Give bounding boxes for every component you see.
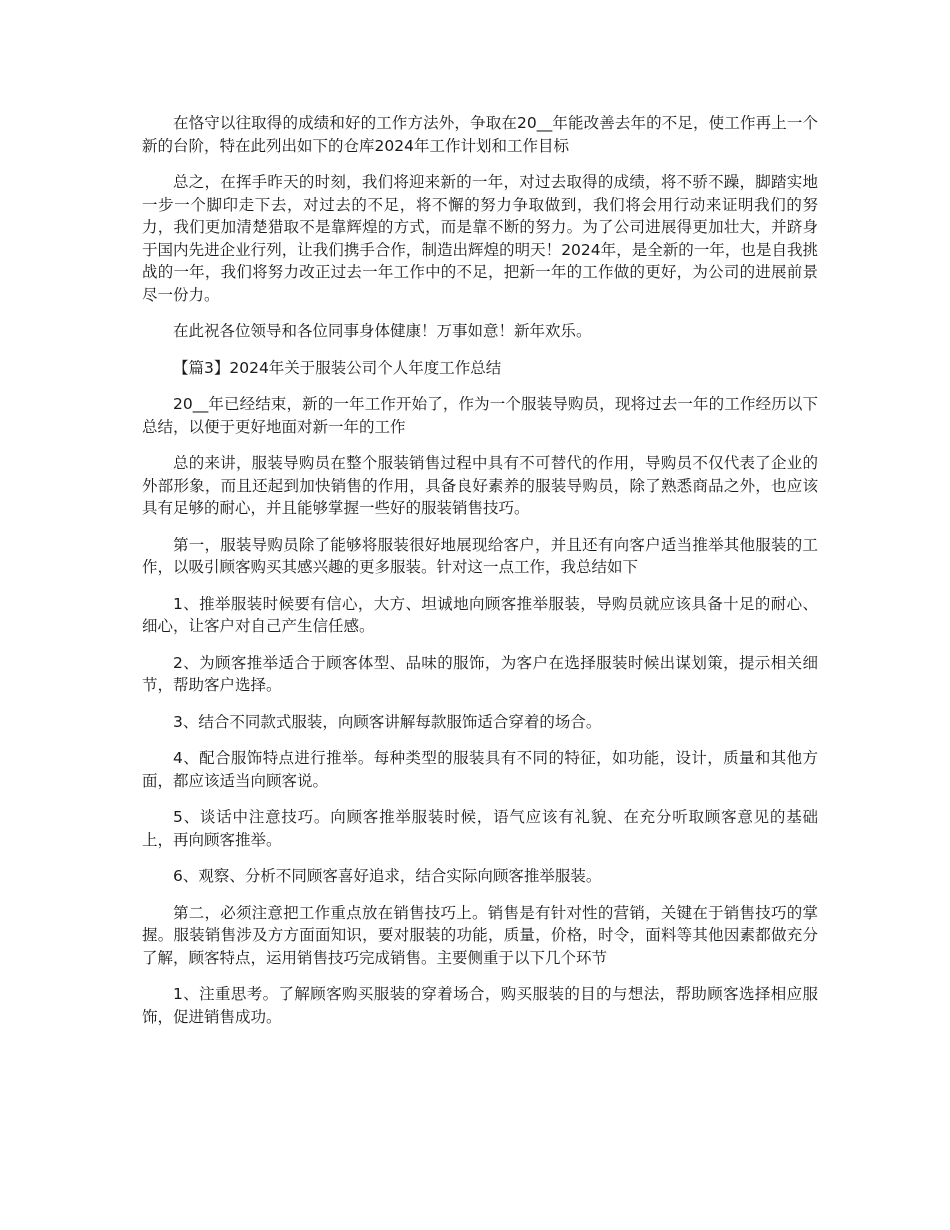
list-item-3: 3、结合不同款式服装，向顾客讲解每款服饰适合穿着的场合。 xyxy=(173,712,602,731)
list-item-7: 1、注重思考。了解顾客购买服装的穿着场合，购买服装的目的与想法，帮助顾客选择相应服饰，促进销售成功。 xyxy=(142,985,818,1026)
list-item-2: 2、为顾客推举适合于顾客体型、品味的服饰，为客户在选择服装时候出谋划策，提示相关细节，帮助客户选择。 xyxy=(142,653,818,694)
paragraph-overview: 总的来讲，服装导购员在整个服装销售过程中具有不可替代的作用，导购员不仅代表了企业的外部形象，而且还起到加快销售的作用，具备良好素养的服装导购员，除了熟悉商品之外，也应该具有足够的耐心，并且能够掌握一些好的服装销售技巧。 xyxy=(142,454,818,517)
paragraph-greeting: 在此祝各位领导和各位同事身体健康！万事如意！新年欢乐。 xyxy=(173,322,592,340)
list-item-4: 4、配合服饰特点进行推举。每种类型的服装具有不同的特征，如功能，设计，质量和其他方面，都应该适当向顾客说。 xyxy=(142,749,818,790)
paragraph-plan-intro: 在恪守以往取得的成绩和好的工作方法外，争取在20__年能改善去年的不足，使工作再上一个新的台阶，特在此列出如下的仓库2024年工作计划和工作目标 xyxy=(142,114,818,155)
section-heading: 【篇3】2024年关于服装公司个人年度工作总结 xyxy=(173,358,502,377)
list-item-5: 5、谈话中注意技巧。向顾客推举服装时候，语气应该有礼貌、在充分听取顾客意见的基础上，再向顾客推举。 xyxy=(142,808,818,849)
paragraph-point-two: 第二，必须注意把工作重点放在销售技巧上。销售是有针对性的营销，关键在于销售技巧的掌握。服装销售涉及方方面面知识，要对服装的功能，质量，价格，时令，面料等其他因素都做充分了解，顾客特点，运用销售技巧完成销售。主要侧重于以下几个环节 xyxy=(142,903,818,967)
list-item-1: 1、推举服装时候要有信心，大方、坦诚地向顾客推举服装，导购员就应该具备十足的耐心、细心，让客户对自己产生信任感。 xyxy=(142,594,818,635)
paragraph-point-one: 第一，服装导购员除了能够将服装很好地展现给客户，并且还有向客户适当推举其他服装的工作，以吸引顾客购买其感兴趣的更多服装。针对这一点工作，我总结如下 xyxy=(142,535,818,576)
paragraph-summary-intro: 20__年已经结束，新的一年工作开始了，作为一个服装导购员，现将过去一年的工作经历以下总结，以便于更好地面对新一年的工作 xyxy=(142,395,818,436)
list-item-6: 6、观察、分析不同顾客喜好追求，结合实际向顾客推举服装。 xyxy=(173,867,602,885)
document-page xyxy=(142,112,818,1042)
paragraph-conclusion: 总之，在挥手昨天的时刻，我们将迎来新的一年，对过去取得的成绩，将不骄不躁，脚踏实地一步一个脚印走下去，对过去的不足，将不懈的努力争取做到，我们将会用行动来证明我们的努力，我们更加清楚猎取不是靠辉煌的方式，而是靠不断的努力。为了公司进展得更加壮大，并跻身于国内先进企业行列，让我们携手合作，制造出辉煌的明天！2024年，是全新的一年，也是自我挑战的一年，我们将努力改正过去一年工作中的不足，把新一年的工作做的更好，为公司的进展前景尽一份力。 xyxy=(142,173,818,304)
